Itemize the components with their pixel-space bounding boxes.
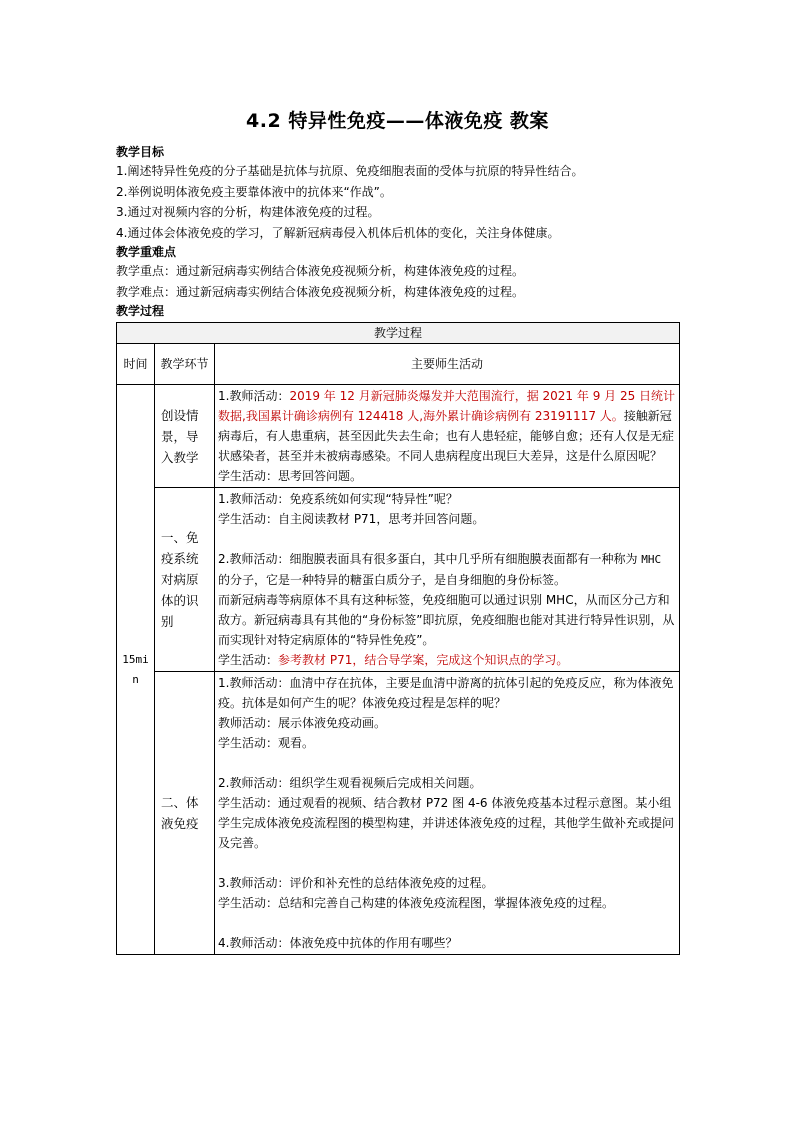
key-point-difficult: 教学难点：通过新冠病毒实例结合体液免疫视频分析，构建体液免疫的过程。: [116, 284, 525, 299]
objectives-heading: 教学目标: [116, 145, 165, 159]
time-cell: 15min: [117, 385, 155, 955]
key-points-heading: 教学重难点: [116, 245, 177, 259]
student-activity: 学生活动：总结和完善自己构建的体液免疫流程图，掌握体液免疫的过程。: [218, 896, 615, 910]
process-heading: 教学过程: [116, 304, 165, 318]
student-activity: 学生活动：观看。: [218, 736, 315, 750]
teacher-activity: 2.教师活动：组织学生观看视频后完成相关问题。: [218, 776, 482, 790]
highlighted-text: 参考教材 P71，结合导学案，完成这个知识点的学习。: [278, 653, 569, 667]
teacher-activity: 3.教师活动：评价和补充性的总结体液免疫的过程。: [218, 876, 494, 890]
activity-cell: [215, 488, 680, 672]
table-caption: 教学过程: [117, 323, 680, 344]
process-table: [116, 322, 680, 955]
student-activity: 学生活动：思考回答问题。: [218, 469, 363, 483]
teacher-activity: 1.教师活动：2019 年 12 月新冠肺炎爆发并大范围流行，据 2021 年 9 月 25 日统计数据,我国累计确诊病例有 124418 人,海外累计确诊病例有 23191117 人。接触新冠病毒后，有人患重病，甚至因此失去生命；也有人患轻症，能够自愈；还有人仅是无症状感染者，甚至并未被病毒感染。不同人患病程度出现巨大差异，这是什么原因呢？: [218, 389, 676, 463]
stage-name: 二、体液免疫: [155, 672, 215, 955]
teacher-activity: 而新冠病毒等病原体不具有这种标签，免疫细胞可以通过识别 MHC，从而区分己方和敌方。新冠病毒具有其他的“身份标签”即抗原，免疫细胞也能对其进行特异性识别，从而实现针对特定病原体的“特异性免疫”。: [218, 593, 675, 647]
page-title: 4.2 特异性免疫——体液免疫 教案: [246, 110, 549, 132]
table-row: [117, 488, 680, 672]
table-header-row: [117, 344, 680, 385]
document-page: [116, 100, 679, 955]
table-row: [117, 672, 680, 955]
student-activity: 学生活动：自主阅读教材 P71，思考并回答问题。: [218, 512, 485, 526]
stage-name: 创设情景，导入教学: [155, 385, 215, 488]
teacher-activity: 教师活动：展示体液免疫动画。: [218, 716, 387, 730]
highlighted-text: 2019 年 12 月新冠肺炎爆发并大范围流行，据 2021 年 9 月 25 日统计数据,我国累计确诊病例有 124418 人,海外累计确诊病例有 23191117 人。: [218, 389, 676, 423]
spacer: [218, 853, 676, 873]
header-stage: 教学环节: [155, 344, 215, 385]
teacher-activity: 1.教师活动：免疫系统如何实现“特异性”呢？: [218, 492, 458, 506]
teacher-activity: 4.教师活动：体液免疫中抗体的作用有哪些？: [218, 936, 458, 950]
student-activity: 学生活动：参考教材 P71，结合导学案，完成这个知识点的学习。: [218, 653, 569, 667]
stage-name: 一、免疫系统对病原体的识别: [155, 488, 215, 672]
table-row: [117, 385, 680, 488]
activity-cell: [215, 672, 680, 955]
spacer: [218, 913, 676, 933]
table-caption-row: [117, 323, 680, 344]
objective-item: 1.阐述特异性免疫的分子基础是抗体与抗原、免疫细胞表面的受体与抗原的特异性结合。: [116, 164, 584, 178]
header-time: 时间: [117, 344, 155, 385]
key-point-important: 教学重点：通过新冠病毒实例结合体液免疫视频分析，构建体液免疫的过程。: [116, 264, 525, 278]
spacer: [218, 529, 676, 549]
objective-item: 2.举例说明体液免疫主要靠体液中的抗体来“作战”。: [116, 184, 392, 199]
objective-item: 4.通过体会体液免疫的学习，了解新冠病毒侵入机体后机体的变化，关注身体健康。: [116, 225, 560, 240]
student-activity: 学生活动：通过观看的视频、结合教材 P72 图 4-6 体液免疫基本过程示意图。某小组学生完成体液免疫流程图的模型构建，并讲述体液免疫的过程，其他学生做补充或提问及完善。: [218, 796, 675, 850]
teacher-activity: 2.教师活动：细胞膜表面具有很多蛋白，其中几乎所有细胞膜表面都有一种称为 MHC 的分子，它是一种特异的糖蛋白质分子，是自身细胞的身份标签。: [218, 552, 662, 587]
spacer: [218, 753, 676, 773]
objective-item: 3.通过对视频内容的分析，构建体液免疫的过程。: [116, 205, 380, 219]
activity-cell: [215, 385, 680, 488]
header-activity: 主要师生活动: [215, 344, 680, 385]
teacher-activity: 1.教师活动：血清中存在抗体，主要是血清中游离的抗体引起的免疫反应，称为体液免疫。抗体是如何产生的呢？体液免疫过程是怎样的呢？: [218, 676, 674, 710]
